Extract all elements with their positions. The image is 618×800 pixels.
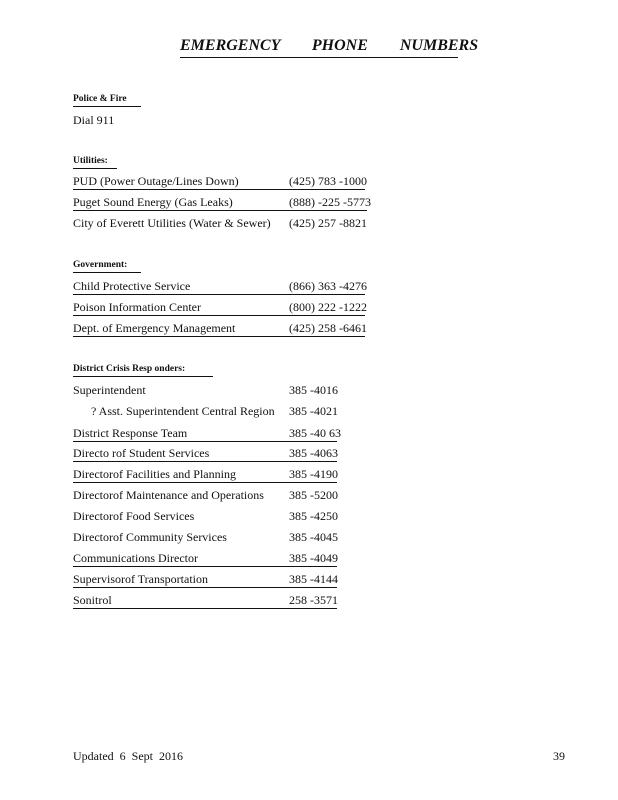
contact-phone: (866) 363 -4276 [289,279,367,293]
contact-phone: 385 -4016 [289,383,338,397]
list-item [73,299,365,316]
list-item [73,592,337,609]
contact-phone: 385 -4021 [289,404,338,418]
contact-name: Directo rof Student Services [73,446,210,460]
contact-phone: (425) 783 -1000 [289,174,367,188]
contact-name: Communications Director [73,551,198,565]
section-heading-utilities: Utilities: [73,156,117,169]
contact-phone: 385 -4063 [289,446,338,460]
section-heading-police-fire: Police & Fire [73,94,141,107]
page-number: 39 [553,749,565,763]
contact-phone: 385 -4144 [289,572,338,586]
list-item [73,445,337,462]
list-item [73,571,337,588]
contact-name: Sonitrol [73,593,112,607]
contact-name: Directorof Facilities and Planning [73,467,236,481]
contact-phone: 385 -4190 [289,467,338,481]
footer-updated-date: Updated 6 Sept 2016 [73,749,183,763]
list-item [73,278,365,295]
list-item [73,529,337,545]
contact-name: Directorof Maintenance and Operations [73,488,264,502]
contact-name: Poison Information Center [73,300,201,314]
contact-phone: 385 -4250 [289,509,338,523]
list-item [73,403,337,419]
list-item [73,215,367,231]
contact-name: ? Asst. Superintendent Central Region [91,404,275,418]
list-item [73,382,337,398]
contact-name: Superintendent [73,383,146,397]
contact-name: Supervisorof Transportation [73,572,208,586]
list-item [73,466,337,483]
contact-phone: 385 -4045 [289,530,338,544]
list-item [73,425,341,442]
contact-name: Puget Sound Energy (Gas Leaks) [73,195,233,209]
contact-phone: (888) -225 -5773 [289,195,371,209]
contact-phone: (425) 257 -8821 [289,216,367,230]
contact-phone: 385 -40 63 [289,426,341,440]
contact-name: Directorof Community Services [73,530,227,544]
contact-name: PUD (Power Outage/Lines Down) [73,174,239,188]
contact-name: Dept. of Emergency Management [73,321,236,335]
contact-name: Child Protective Service [73,279,191,293]
contact-phone: (425) 258 -6461 [289,321,367,335]
list-item [73,508,337,524]
page-title: EMERGENCY PHONE NUMBERS [180,36,458,58]
contact-phone: 385 -4049 [289,551,338,565]
section-heading-government: Government: [73,260,141,273]
contact-phone: 385 -5200 [289,488,338,502]
section-heading-district-crisis-responders: District Crisis Resp onders: [73,364,213,377]
list-item [73,487,337,503]
list-item [73,173,365,190]
contact-name: Directorof Food Services [73,509,195,523]
list-item [73,550,337,567]
list-item [73,194,371,211]
contact-name: City of Everett Utilities (Water & Sewer) [73,216,271,230]
contact-name: District Response Team [73,426,188,440]
dial-911-text: Dial 911 [73,113,115,127]
contact-phone: (800) 222 -1222 [289,300,367,314]
contact-phone: 258 -3571 [289,593,338,607]
list-item [73,320,365,337]
